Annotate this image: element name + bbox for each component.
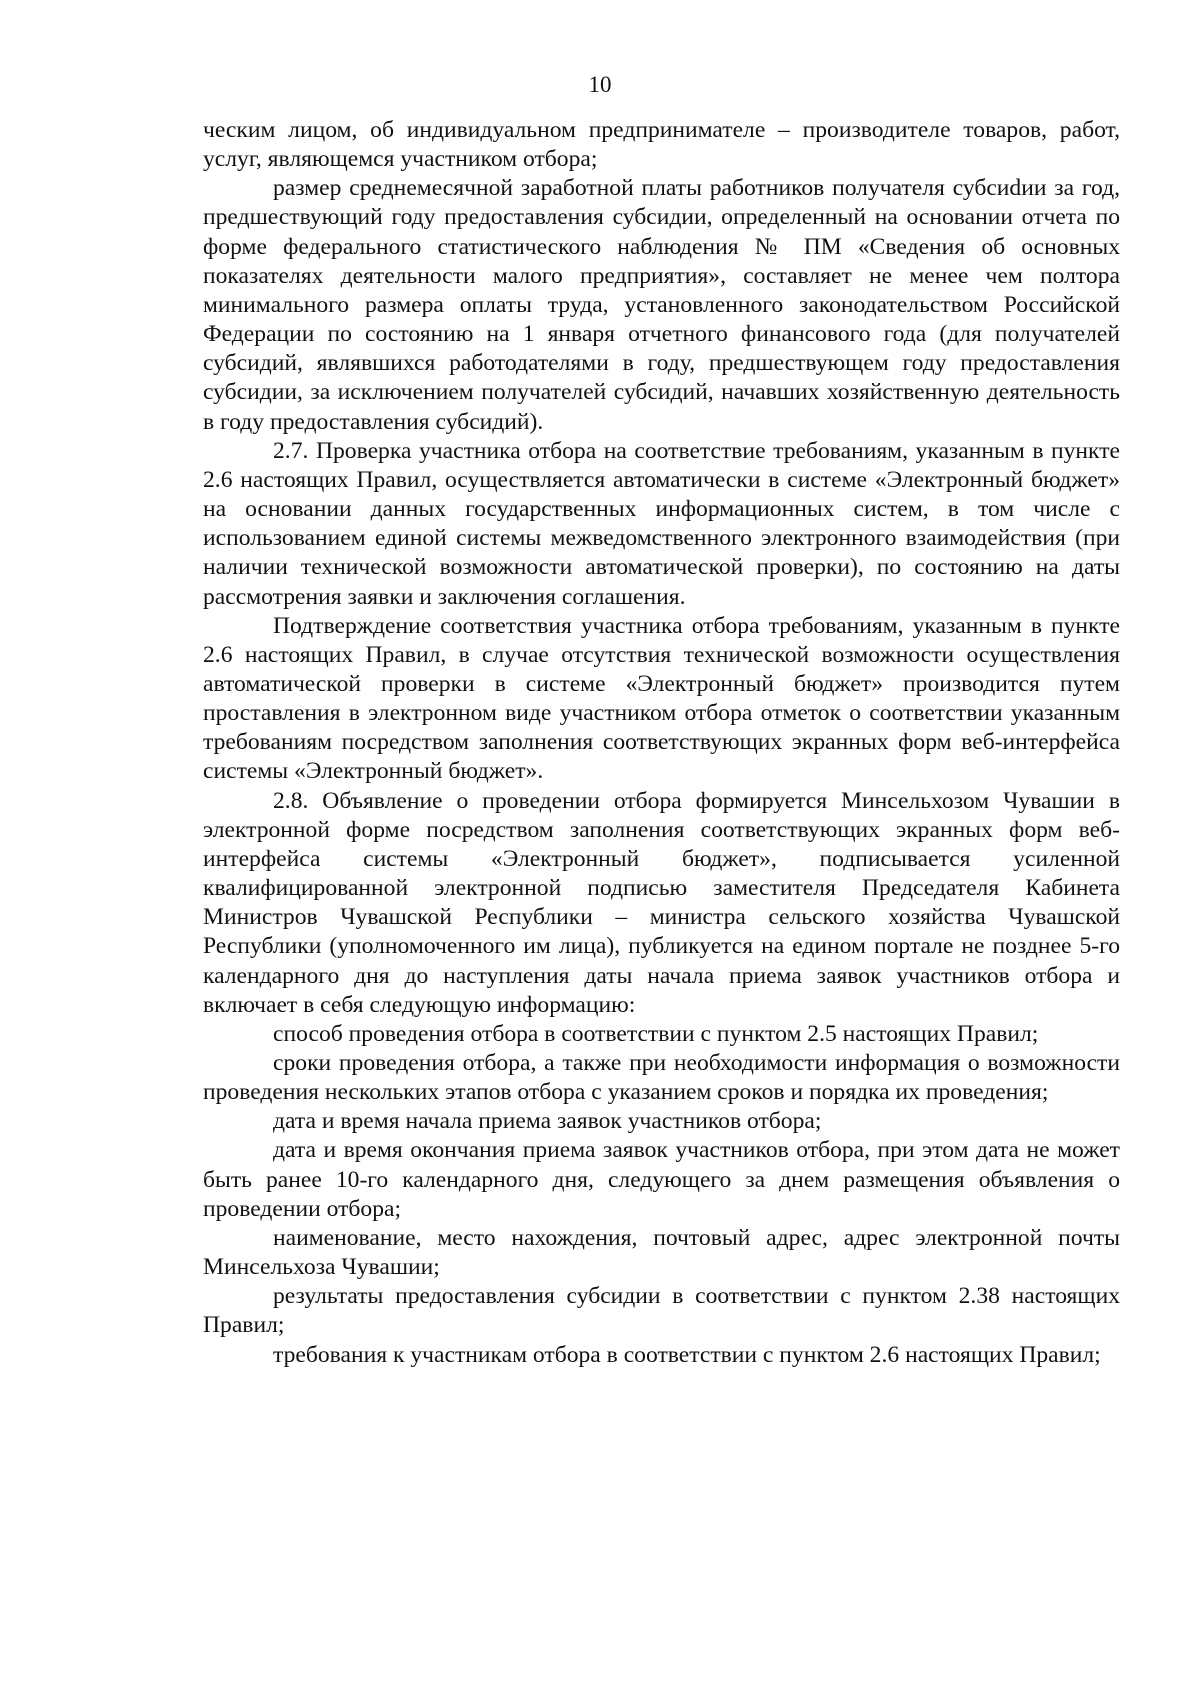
- paragraph: размер среднемесячной заработной платы работников получателя субсиdии за год, предшествующий году предоставления субсидии, определенный на основании отчета по форме федерального статистического наблюдения № ПМ «Сведения об основных показателях деятельности малого предприятия», составляет не менее чем полтора минимального размера оплаты труда, установленного законодательством Российской Федерации по состоянию на 1 января отчетного финансового года (для получателей субсидий, являвшихся работодателями в году, предшествующем году предоставления субсидии, за исключением получателей субсидий, начавших хозяйственную деятельность в году предоставления субсидий).: [203, 175, 1120, 435]
- paragraph: наименование, место нахождения, почтовый адрес, адрес электронной почты Минсельхоза Чувашии;: [203, 1224, 1120, 1281]
- paragraph: требования к участникам отбора в соответствии с пунктом 2.6 настоящих Правил;: [273, 1341, 1101, 1368]
- paragraph: способ проведения отбора в соответствии с пунктом 2.5 настоящих Правил;: [273, 1020, 1039, 1047]
- paragraph: Подтверждение соответствия участника отбора требованиям, указанным в пункте 2.6 настоящих Правил, в случае отсутствия технической возможности осуществления автоматической проверки в системе «Электронный бюджет» производится путем проставления в электронном виде участником отбора отметок о соответствии указанным требованиям посредством заполнения соответствующих экранных форм веб-интерфейса системы «Электронный бюджет».: [203, 612, 1120, 785]
- paragraph: дата и время окончания приема заявок участников отбора, при этом дата не может быть ранее 10-го календарного дня, следующего за днем размещения объявления о проведении отбора;: [203, 1137, 1120, 1222]
- paragraph: результаты предоставления субсидии в соответствии с пунктом 2.38 настоящих Правил;: [203, 1283, 1120, 1339]
- paragraph: сроки проведения отбора, а также при необходимости информация о возможности проведения нескольких этапов отбора с указанием сроков и порядка их проведения;: [203, 1050, 1120, 1106]
- paragraph: ческим лицом, об индивидуальном предпринимателе – производителе товаров, работ, услуг, являющемся участником отбора;: [203, 117, 1120, 173]
- document-body: [203, 116, 1120, 1370]
- paragraph: 2.8. Объявление о проведении отбора формируется Минсельхозом Чувашии в электронной форме посредством заполнения соответствующих экранных форм веб-интерфейса системы «Электронный бюджет», подписывается усиленной квалифицированной электронной подписью заместителя Председателя Кабинета Министров Чувашской Республики – министра сельского хозяйства Чувашской Республики (уполномоченного им лица), публикуется на едином портале не позднее 5-го календарного дня до наступления даты начала приема заявок участников отбора и включает в себя следующую информацию:: [203, 787, 1120, 1018]
- paragraph: 2.7. Проверка участника отбора на соответствие требованиям, указанным в пункте 2.6 настоящих Правил, осуществляется автоматически в системе «Электронный бюджет» на основании данных государственных информационных систем, в том числе с использованием единой системы межведомственного электронного взаимодействия (при наличии технической возможности автоматической проверки), по состоянию на даты рассмотрения заявки и заключения соглашения.: [203, 437, 1120, 610]
- page-number: 10: [588, 72, 612, 97]
- paragraph: дата и время начала приема заявок участников отбора;: [273, 1108, 822, 1135]
